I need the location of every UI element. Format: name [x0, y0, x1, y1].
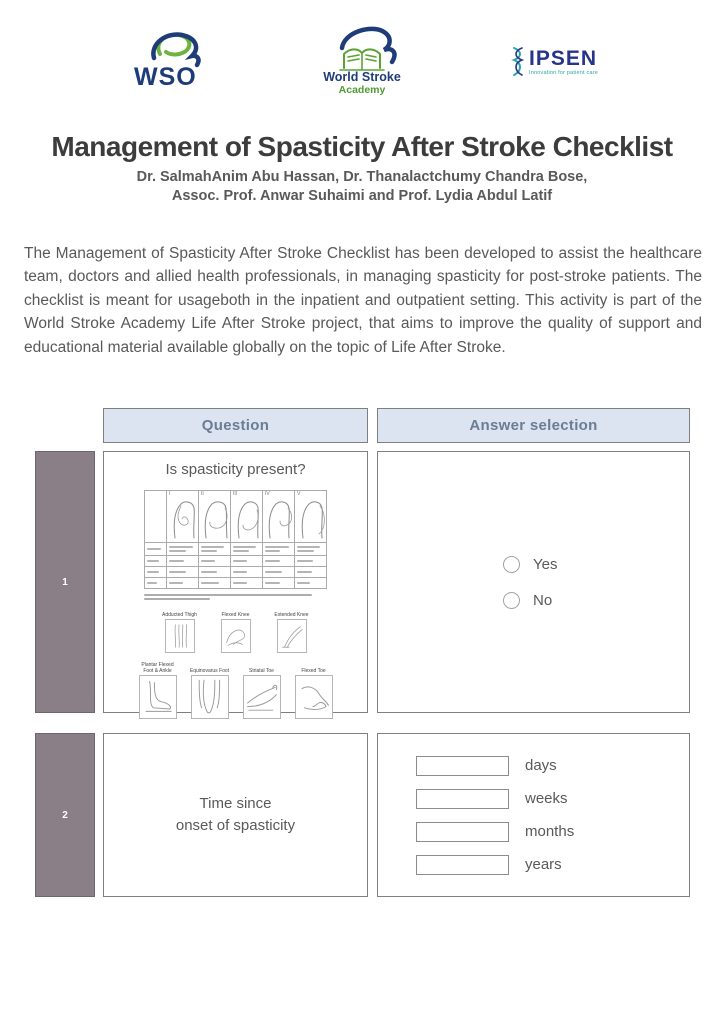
- column-header-question: Question: [103, 408, 368, 443]
- illegible-text-cell: [167, 543, 199, 556]
- lower-limb-label: Extended Knee: [274, 612, 309, 618]
- illegible-text-cell: [199, 556, 231, 567]
- world-stroke-academy-logo: [318, 26, 406, 100]
- illegible-text-cell: [263, 567, 295, 578]
- column-header-answer-selection: Answer selection: [377, 408, 690, 443]
- illegible-text-cell: [145, 543, 167, 556]
- wsa-logo-line1: World Stroke: [323, 70, 401, 84]
- duration-field-years: [416, 855, 689, 875]
- upper-limb-patterns-figure: [144, 490, 327, 589]
- authors-line1: Dr. SalmahAnim Abu Hassan, Dr. Thanalactchumy Chandra Bose,: [136, 169, 588, 185]
- lower-limb-item: [189, 668, 231, 719]
- lower-limb-label: Flexed Toe: [301, 668, 326, 674]
- answer-cell-1: [377, 451, 690, 713]
- row-number-2: 2: [35, 733, 95, 897]
- lower-limb-item: [241, 668, 283, 719]
- figure-row-label-cell: [145, 491, 167, 543]
- plantar-flexed-foot-sketch: [139, 675, 177, 719]
- radio-label-yes: Yes: [533, 555, 558, 573]
- lower-limb-item: [215, 612, 257, 653]
- months-input[interactable]: [416, 822, 509, 842]
- illegible-text-cell: [145, 567, 167, 578]
- pattern-numeral: IV: [265, 491, 270, 497]
- illegible-text-cell: [231, 543, 263, 556]
- illegible-text-cell: [231, 567, 263, 578]
- months-label: months: [525, 823, 575, 840]
- lower-limb-item: [159, 612, 201, 653]
- duration-field-days: [416, 756, 689, 776]
- upper-limb-pattern-2: [199, 491, 231, 543]
- striatal-toe-sketch: [243, 675, 281, 719]
- illegible-text-cell: [199, 543, 231, 556]
- ipsen-tagline: Innovation for patient care: [529, 69, 598, 76]
- pattern-numeral: I: [169, 491, 171, 497]
- illegible-text-cell: [231, 556, 263, 567]
- radio-button-yes[interactable]: [503, 556, 520, 573]
- question-2-line2: onset of spasticity: [175, 817, 296, 834]
- flexed-knee-sketch: [221, 619, 251, 653]
- illegible-text-cell: [167, 556, 199, 567]
- illegible-text-cell: [167, 578, 199, 589]
- wsa-logo-line2: Academy: [338, 84, 386, 96]
- illegible-text-cell: [167, 567, 199, 578]
- adducted-thigh-sketch: [165, 619, 195, 653]
- lower-limb-item: [271, 612, 313, 653]
- illegible-text-cell: [199, 567, 231, 578]
- duration-field-weeks: [416, 789, 689, 809]
- question-1-text: Is spasticity present?: [165, 461, 306, 478]
- wso-logo: [132, 30, 212, 92]
- ipsen-helix-icon: [510, 46, 526, 78]
- page-title: Management of Spasticity After Stroke Checklist: [51, 131, 673, 162]
- flexed-toe-sketch: [295, 675, 333, 719]
- duration-field-months: [416, 822, 689, 842]
- wso-logo-text: WSO: [134, 63, 197, 91]
- question-cell-1: [103, 451, 368, 713]
- upper-limb-pattern-4: [263, 491, 295, 543]
- ipsen-logo-text: IPSEN: [529, 46, 598, 70]
- question-2-line1: Time since: [199, 795, 272, 812]
- lower-limb-label: Striatal Toe: [249, 668, 274, 674]
- radio-label-no: No: [533, 591, 553, 609]
- upper-limb-pattern-3: [231, 491, 263, 543]
- lower-limb-item: [293, 668, 335, 719]
- pattern-numeral: II: [201, 491, 204, 497]
- weeks-input[interactable]: [416, 789, 509, 809]
- radio-option-yes[interactable]: [503, 556, 689, 573]
- illegible-text-cell: [295, 567, 327, 578]
- illegible-text-cell: [295, 556, 327, 567]
- upper-limb-pattern-1: [167, 491, 199, 543]
- illegible-text-cell: [295, 578, 327, 589]
- days-input[interactable]: [416, 756, 509, 776]
- answer-cell-2: [377, 733, 690, 897]
- illegible-text-cell: [145, 556, 167, 567]
- lower-limb-item: [137, 662, 179, 719]
- illegible-text-cell: [263, 578, 295, 589]
- illegible-text-cell: [145, 578, 167, 589]
- authors-line2: Assoc. Prof. Anwar Suhaimi and Prof. Lydia Abdul Latif: [171, 188, 553, 204]
- pattern-numeral: V: [297, 491, 301, 497]
- lower-limb-patterns-bottom-row: [104, 662, 367, 719]
- radio-option-no[interactable]: [503, 592, 689, 609]
- illegible-text-cell: [199, 578, 231, 589]
- days-label: days: [525, 757, 557, 774]
- illegible-text-cell: [231, 578, 263, 589]
- illegible-text-cell: [263, 543, 295, 556]
- lower-limb-label: Adducted Thigh: [162, 612, 197, 618]
- upper-limb-pattern-5: [295, 491, 327, 543]
- lower-limb-label: Plantar Flexed Foot & Ankle: [141, 662, 174, 674]
- equinovarus-foot-sketch: [191, 675, 229, 719]
- lower-limb-patterns-top-row: [104, 612, 367, 653]
- figure-caption-illegible: [144, 594, 367, 600]
- illegible-text-cell: [295, 543, 327, 556]
- question-cell-2: [103, 733, 368, 897]
- extended-knee-sketch: [277, 619, 307, 653]
- lower-limb-label: Flexed Knee: [221, 612, 250, 618]
- lower-limb-label: Equinovarus Foot: [189, 668, 230, 674]
- radio-button-no[interactable]: [503, 592, 520, 609]
- row-number-1: 1: [35, 451, 95, 713]
- years-label: years: [525, 856, 562, 873]
- pattern-numeral: III: [233, 491, 238, 497]
- ipsen-logo: [510, 42, 630, 82]
- wsa-book-swirl-icon: [318, 26, 406, 72]
- illegible-text-cell: [263, 556, 295, 567]
- authors-block: [0, 168, 724, 206]
- years-input[interactable]: [416, 855, 509, 875]
- weeks-label: weeks: [525, 790, 568, 807]
- intro-paragraph: The Management of Spasticity After Stroke Checklist has been developed to assist the healthcare team, doctors and allied health professionals, in managing spasticity for post-stroke patients. The checklist is meant for usageboth in the inpatient and outpatient setting. This activity is part of the World Stroke Academy Life After Stroke project, that aims to improve the quality of support and educational material available globally on the topic of Life After Stroke.: [24, 245, 702, 356]
